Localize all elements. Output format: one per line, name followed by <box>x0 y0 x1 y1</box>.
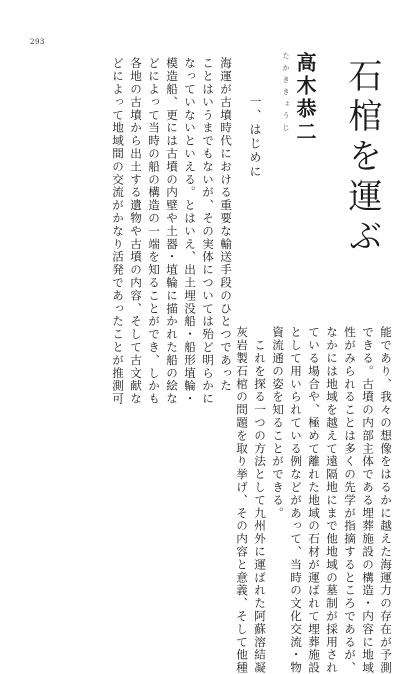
author-name: 高木恭二 <box>293 52 317 144</box>
body-column: 能であり、我々の想像をはるかに越えた海運力の存在が予測 <box>379 326 393 674</box>
body-column: ている場合や、極めて離れた地域の石材が運ばれて埋葬施設 <box>307 326 321 674</box>
author-reading: たかききょうじ <box>282 52 290 136</box>
section-heading: 一、はじめに <box>248 95 262 179</box>
body-column: 各地の古墳から出土する遺物や古墳の内容、そして古文献な <box>129 57 143 406</box>
body-column: どによって当時の船の構造の一端を知ることができ、しかも <box>147 57 161 406</box>
body-column: 海運が古墳時代における重要な輸送手段のひとつであった <box>219 57 233 393</box>
body-column: 資流通の姿を知ることができる。 <box>271 326 285 520</box>
body-column: なかには地域を越えて遠隔地にまで他地域の墓制が採用され <box>325 326 339 674</box>
body-column: として用いられている例などがあって、当時の文化交流・物 <box>289 326 303 674</box>
article-title: 石棺を運ぶ <box>342 58 382 258</box>
body-column: どによって地域間の交流がかなり活発であったことが推測可 <box>111 57 125 406</box>
body-column: なっていないといえる。とはいえ、出土埋没船・船形埴輪・ <box>183 57 197 406</box>
body-column: できる。古墳の内部主体である埋葬施設の構造・内容に地域 <box>361 326 375 674</box>
body-column: ことはいうまでもないが、その実体については殆ど明らかに <box>201 57 215 406</box>
body-column: これを探る一つの方法として九州外に運ばれた阿蘇溶結凝 <box>253 326 267 674</box>
body-column: 性がみられることは多くの先学が指摘するところであるが、 <box>343 326 357 674</box>
body-column: 模造船、更には古墳の内壁や土器・埴輪に描かれた船の絵な <box>165 57 179 406</box>
body-column: 灰岩製石棺の問題を取り挙げ、その内容と意義、そして他種 <box>235 326 249 674</box>
page-number: 293 <box>30 38 45 46</box>
